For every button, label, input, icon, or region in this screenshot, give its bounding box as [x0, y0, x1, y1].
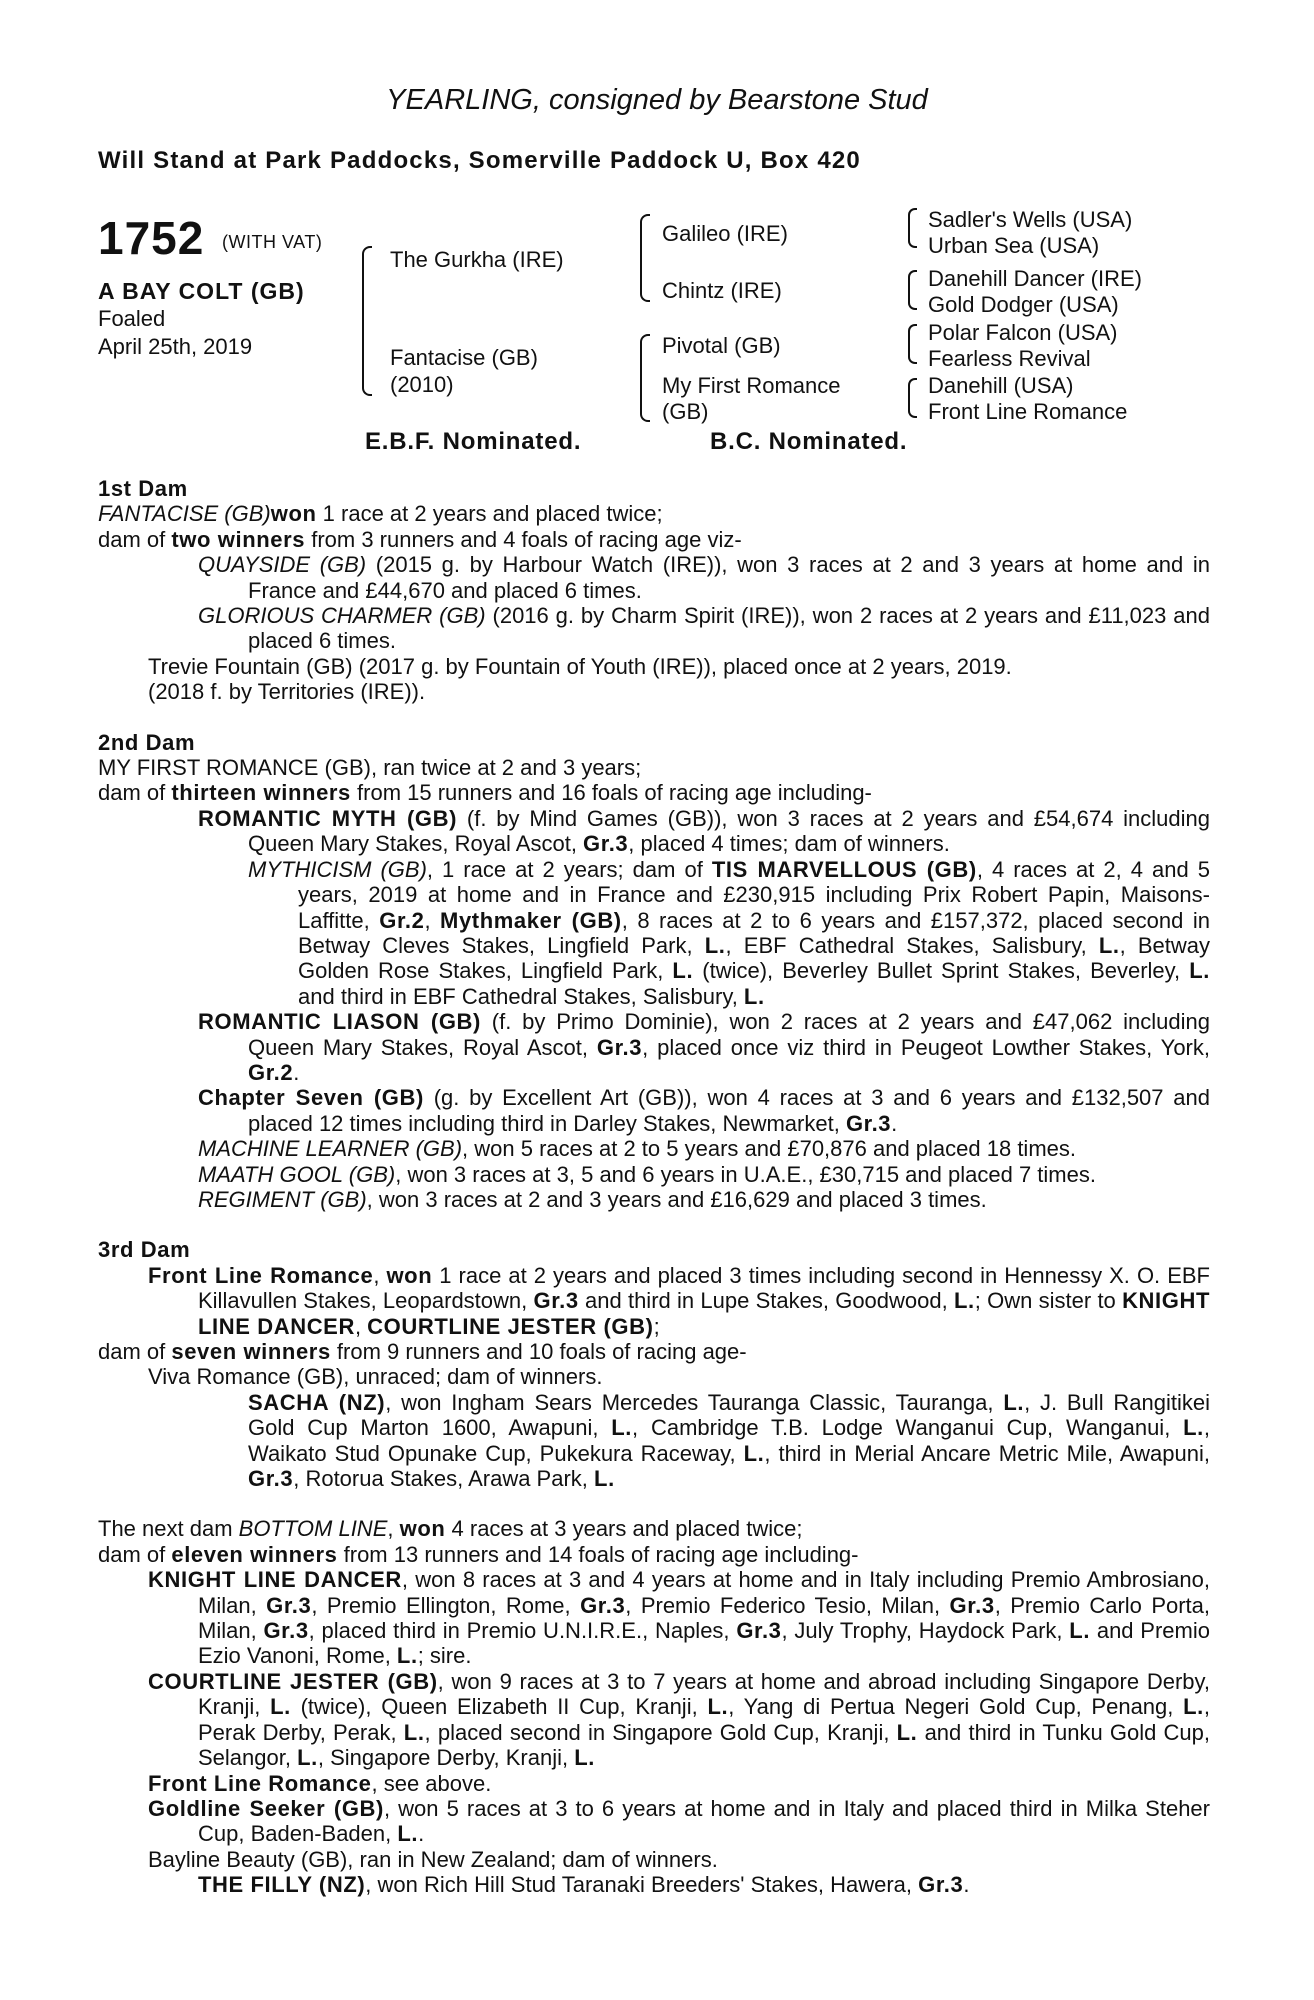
pedigree-dam-sire: Pivotal (GB)	[662, 333, 781, 358]
offspring-trevie-fountain: Trevie Fountain (GB) (2017 g. by Fountain of Youth (IRE)), placed once at 2 years, 2019.	[148, 653, 1012, 679]
lot-number: 1752	[98, 212, 205, 264]
pedigree-g1: Sadler's Wells (USA)	[928, 207, 1133, 232]
offspring-courtline-jester: COURTLINE JESTER (GB), won 9 races at 3 to 7 years at home and abroad including Singapore Derby, Kranji, L. (twice), Queen Elizabeth II Cup, Kranji, L., Yang di Pertua Negeri Gold Cup, Penang, L., Perak Derby, Perak, L., placed second in Singapore Gold Cup, Kranji, L. and third in Tunku Gold Cup, Selangor, L., Singapore Derby, Kranji, L.	[148, 1668, 1211, 1771]
pedigree-g8: Front Line Romance	[928, 399, 1128, 424]
second-dam-produce: dam of thirteen winners from 15 runners and 16 foals of racing age including-	[98, 780, 872, 806]
offspring-machine-learner: MACHINE LEARNER (GB), won 5 races at 2 to 5 years and £70,876 and placed 18 times.	[198, 1136, 1076, 1162]
pedigree-brace-g3	[908, 324, 917, 364]
pedigree-g7: Danehill (USA)	[928, 373, 1074, 398]
offspring-chapter-seven: Chapter Seven (GB) (g. by Excellent Art (GB)), won 4 races at 3 and 6 years and £132,507 and placed 12 times including third in Darley Stakes, Newmarket, Gr.3.	[198, 1085, 1211, 1136]
third-dam-line: Front Line Romance, won 1 race at 2 years and placed 3 times including second in Hennessy X. O. EBF Killavullen Stakes, Leopardstown, Gr.3 and third in Lupe Stakes, Goodwood, L.; Own sister to KNIGHT LINE DANCER, COURTLINE JESTER (GB);	[148, 1262, 1210, 1339]
pedigree-brace-dam	[640, 334, 650, 422]
foaled-date: April 25th, 2019	[98, 334, 253, 359]
offspring-romantic-liason: ROMANTIC LIASON (GB) (f. by Primo Dominie), won 2 races at 2 years and £47,062 including Queen Mary Stakes, Royal Ascot, Gr.3, placed once viz third in Peugeot Lowther Stakes, York, Gr.2.	[198, 1009, 1210, 1085]
consigner-heading: YEARLING, consigned by Bearstone Stud	[386, 84, 928, 116]
offspring-regiment: REGIMENT (GB), won 3 races at 2 and 3 years and £16,629 and placed 3 times.	[198, 1186, 987, 1212]
pedigree-g2: Urban Sea (USA)	[928, 233, 1100, 258]
offspring-bayline-beauty: Bayline Beauty (GB), ran in New Zealand; dam of winners.	[148, 1846, 718, 1872]
offspring-2018-filly: (2018 f. by Territories (IRE)).	[148, 679, 426, 705]
second-dam-heading: 2nd Dam	[98, 729, 196, 755]
offspring-quayside: QUAYSIDE (GB) (2015 g. by Harbour Watch (IRE)), won 3 races at 2 and 3 years at home and in France and £44,670 and placed 6 times.	[198, 552, 1210, 603]
offspring-front-line-romance: Front Line Romance, see above.	[148, 1770, 492, 1796]
offspring-knight-line-dancer: KNIGHT LINE DANCER, won 8 races at 3 and 4 years at home and in Italy including Premio Ambrosiano, Milan, Gr.3, Premio Ellington, Rome, Gr.3, Premio Federico Tesio, Milan, Gr.3, Premio Carlo Porta, Milan, Gr.3, placed third in Premio U.N.I.R.E., Naples, Gr.3, July Trophy, Haydock Park, L. and Premio Ezio Vanoni, Rome, L.; sire.	[148, 1567, 1211, 1669]
second-dam-line: MY FIRST ROMANCE (GB), ran twice at 2 and 3 years;	[98, 755, 642, 781]
pedigree-brace-g1	[908, 208, 917, 248]
pedigree-dam-dam-line2: (GB)	[662, 399, 709, 424]
lot-title: A BAY COLT (GB)	[98, 278, 305, 304]
pedigree-sire-dam: Chintz (IRE)	[662, 278, 782, 303]
first-dam-line: FANTACISE (GB)won 1 race at 2 years and placed twice;	[98, 501, 663, 527]
third-dam-produce: dam of seven winners from 9 runners and 10 foals of racing age-	[98, 1339, 747, 1364]
offspring-mythicism: MYTHICISM (GB), 1 race at 2 years; dam of TIS MARVELLOUS (GB), 4 races at 2, 4 and 5 years, 2019 at home and in France and £230,915 including Prix Robert Papin, Maisons-Laffitte, Gr.2, Mythmaker (GB), 8 races at 2 to 6 years and £157,372, placed second in Betway Cleves Stakes, Lingfield Park, L., EBF Cathedral Stakes, Salisbury, L., Betway Golden Rose Stakes, Lingfield Park, L. (twice), Beverley Bullet Sprint Stakes, Beverley, L. and third in EBF Cathedral Stakes, Salisbury, L.	[248, 856, 1211, 1009]
pedigree-dam-dam-line1: My First Romance	[662, 373, 841, 398]
pedigree-g3: Danehill Dancer (IRE)	[928, 266, 1142, 291]
ebf-nominated: E.B.F. Nominated.	[365, 428, 582, 455]
offspring-glorious-charmer: GLORIOUS CHARMER (GB) (2016 g. by Charm Spirit (IRE)), won 2 races at 2 years and £11,023 and placed 6 times.	[198, 603, 1210, 654]
pedigree-sire-sire: Galileo (IRE)	[662, 221, 788, 246]
pedigree-brace-g2	[908, 270, 917, 310]
next-dam-produce: dam of eleven winners from 13 runners and 14 foals of racing age including-	[98, 1541, 859, 1567]
next-dam-line: The next dam BOTTOM LINE, won 4 races at 3 years and placed twice;	[98, 1516, 803, 1542]
offspring-sacha: SACHA (NZ), won Ingham Sears Mercedes Tauranga Classic, Tauranga, L., J. Bull Rangitikei Gold Cup Marton 1600, Awapuni, L., Cambridge T.B. Lodge Wanganui Cup, Wanganui, L., Waikato Stud Opunake Cup, Pukekura Raceway, L., third in Merial Ancare Metric Mile, Awapuni, Gr.3, Rotorua Stakes, Arawa Park, L.	[248, 1389, 1211, 1492]
offspring-goldline-seeker: Goldline Seeker (GB), won 5 races at 3 to 6 years at home and in Italy and placed third in Milka Steher Cup, Baden-Baden, L..	[148, 1795, 1210, 1847]
vat-note: (WITH VAT)	[222, 232, 323, 252]
pedigree-brace-g4	[908, 378, 917, 418]
pedigree-g5: Polar Falcon (USA)	[928, 320, 1118, 345]
bc-nominated: B.C. Nominated.	[710, 428, 908, 455]
first-dam-produce: dam of two winners from 3 runners and 4 foals of racing age viz-	[98, 526, 742, 552]
pedigree-brace-sire	[640, 214, 650, 302]
first-dam-heading: 1st Dam	[98, 476, 188, 501]
pedigree-brace-main	[362, 246, 372, 396]
pedigree-dam-line1: Fantacise (GB)	[390, 345, 538, 370]
offspring-maath-gool: MAATH GOOL (GB), won 3 races at 3, 5 and 6 years in U.A.E., £30,715 and placed 7 times.	[198, 1161, 1096, 1187]
pedigree-g4: Gold Dodger (USA)	[928, 292, 1119, 317]
stand-location: Will Stand at Park Paddocks, Somerville Paddock U, Box 420	[98, 147, 861, 174]
pedigree-sire: The Gurkha (IRE)	[390, 247, 564, 272]
foaled-label: Foaled	[98, 306, 166, 331]
pedigree-g6: Fearless Revival	[928, 346, 1091, 371]
offspring-romantic-myth: ROMANTIC MYTH (GB) (f. by Mind Games (GB)), won 3 races at 2 years and £54,674 including Queen Mary Stakes, Royal Ascot, Gr.3, placed 4 times; dam of winners.	[198, 805, 1211, 857]
pedigree-dam-line2: (2010)	[390, 372, 454, 397]
offspring-viva-romance: Viva Romance (GB), unraced; dam of winners.	[148, 1364, 603, 1390]
pedigree-notes	[98, 476, 1210, 1898]
third-dam-heading: 3rd Dam	[98, 1237, 191, 1263]
offspring-the-filly: THE FILLY (NZ), won Rich Hill Stud Taranaki Breeders' Stakes, Hawera, Gr.3.	[198, 1872, 970, 1898]
